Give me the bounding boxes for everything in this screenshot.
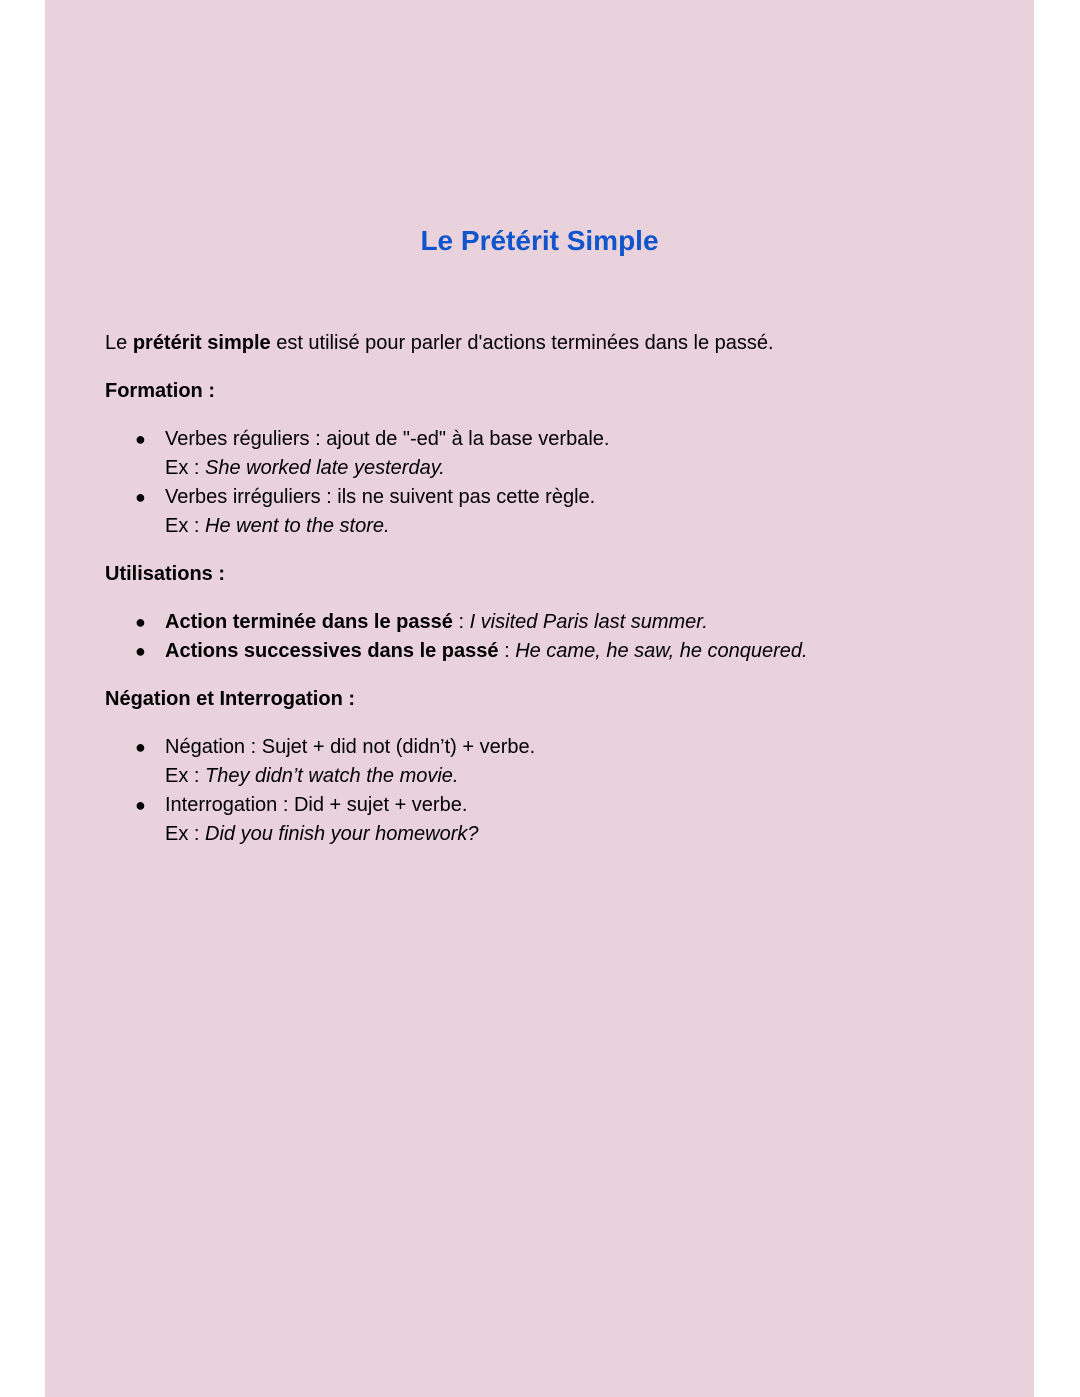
example-line xyxy=(165,762,985,791)
bullet-icon: ● xyxy=(135,487,146,507)
bullet-icon: ● xyxy=(135,795,146,815)
intro-paragraph xyxy=(105,329,985,358)
negation-heading: Négation et Interrogation : xyxy=(105,688,355,710)
document-body xyxy=(105,329,985,868)
list-item xyxy=(105,733,985,791)
page-title: Le Prétérit Simple xyxy=(420,225,659,256)
example-prefix: Ex : xyxy=(165,457,206,479)
example-line xyxy=(165,454,985,483)
utilisations-list xyxy=(105,608,985,666)
intro-text-before: Le xyxy=(105,332,133,354)
example-text: He went to the store. xyxy=(205,515,390,537)
example-line xyxy=(165,820,985,849)
list-item xyxy=(105,637,985,666)
example-prefix: Ex : xyxy=(165,765,206,787)
example-text: I visited Paris last summer. xyxy=(469,611,708,633)
list-item xyxy=(105,608,985,637)
document-page xyxy=(45,0,1034,1397)
list-item xyxy=(105,791,985,849)
bullet-icon: ● xyxy=(135,737,146,757)
negation-list xyxy=(105,733,985,849)
formation-heading: Formation : xyxy=(105,380,215,402)
list-item-text: Verbes réguliers : ajout de "-ed" à la base verbale. xyxy=(165,428,610,450)
intro-text-after: est utilisé pour parler d'actions terminées dans le passé. xyxy=(270,332,774,354)
bullet-icon: ● xyxy=(135,429,146,449)
example-text: He came, he saw, he conquered. xyxy=(515,640,808,662)
list-item xyxy=(105,425,985,483)
intro-bold-term: prétérit simple xyxy=(132,332,271,354)
list-item-text: Interrogation : Did + sujet + verbe. xyxy=(165,794,468,816)
list-item-bold: Action terminée dans le passé xyxy=(165,611,453,633)
example-prefix: Ex : xyxy=(165,515,206,537)
list-item xyxy=(105,483,985,541)
example-prefix: Ex : xyxy=(165,823,206,845)
bullet-icon: ● xyxy=(135,612,146,632)
list-item-text: Verbes irréguliers : ils ne suivent pas cette règle. xyxy=(165,486,596,508)
formation-list xyxy=(105,425,985,541)
list-item-bold: Actions successives dans le passé xyxy=(165,640,499,662)
example-text: Did you finish your homework? xyxy=(205,823,479,845)
example-text: They didn’t watch the movie. xyxy=(205,765,459,787)
list-item-separator: : xyxy=(498,640,516,662)
example-line xyxy=(165,512,985,541)
list-item-text: Négation : Sujet + did not (didn’t) + verbe. xyxy=(165,736,536,758)
list-item-separator: : xyxy=(452,611,470,633)
example-text: She worked late yesterday. xyxy=(205,457,445,479)
bullet-icon: ● xyxy=(135,641,146,661)
utilisations-heading: Utilisations : xyxy=(105,563,226,585)
